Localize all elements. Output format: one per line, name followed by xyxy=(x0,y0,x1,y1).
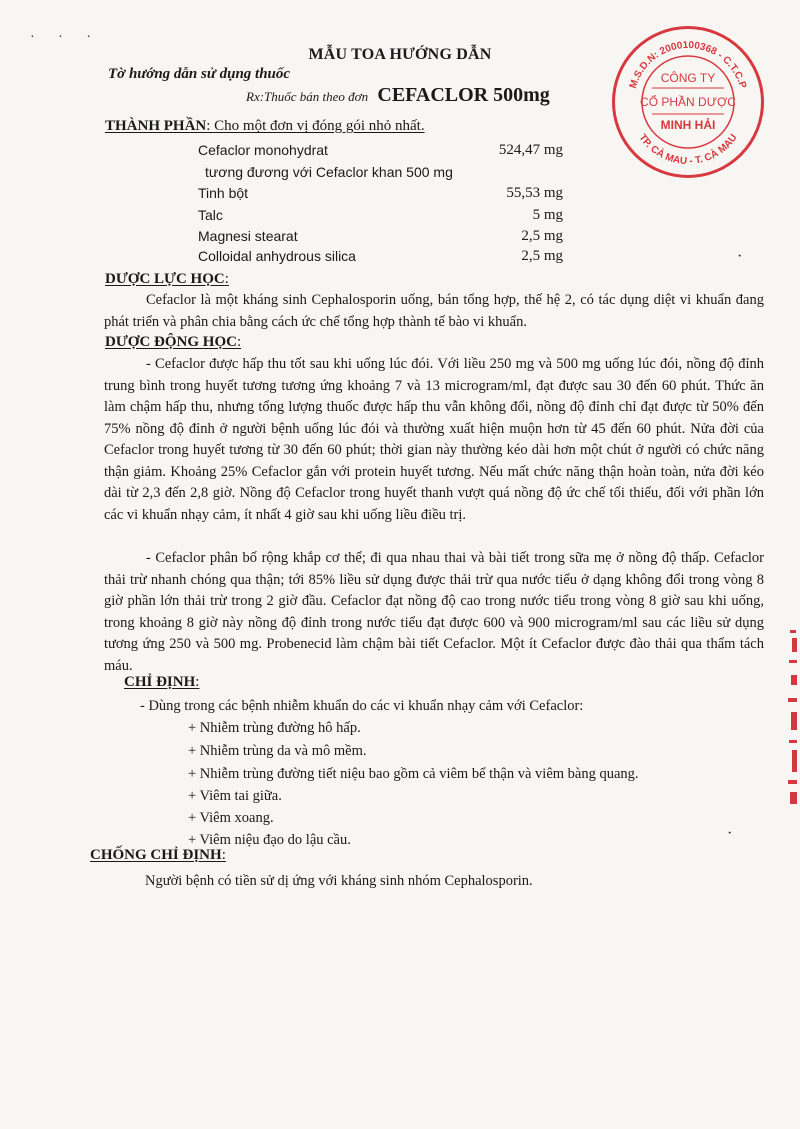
indications-intro: - Dùng trong các bệnh nhiễm khuẩn do các vi khuẩn nhạy cảm với Cefaclor: xyxy=(140,698,584,714)
stray-mark: · xyxy=(737,248,743,265)
product-name: CEFACLOR 500mg xyxy=(377,84,550,106)
composition-row: Colloidal anhydrous silica 2,5 mg xyxy=(198,248,563,264)
indication-item: + Viêm niệu đạo do lậu cầu. xyxy=(188,832,351,848)
stamp-ring-top: M.S.D.N: 2000100368 - C.T.C.P xyxy=(627,39,749,90)
stamp-line-3: MINH HẢI xyxy=(660,118,716,132)
rx-label: Rx:Thuốc bán theo đơn xyxy=(246,89,369,104)
indication-item: + Viêm tai giữa. xyxy=(188,788,282,804)
document-subtitle: Tờ hướng dẫn sử dụng thuốc xyxy=(108,66,291,82)
composition-row: tương đương với Cefaclor khan 500 mg xyxy=(205,164,453,180)
contraindications-text: Người bệnh có tiền sử dị ứng với kháng sinh nhóm Cephalosporin. xyxy=(145,873,533,889)
pharmacodynamics-heading: DƯỢC LỰC HỌC: xyxy=(105,271,229,287)
composition-row: Talc 5 mg xyxy=(198,207,563,223)
indications-heading: CHỈ ĐỊNH: xyxy=(124,674,200,690)
svg-text:TP. CÀ MAU - T. CÀ MAU xyxy=(636,132,739,167)
contraindications-heading: CHỐNG CHỈ ĐỊNH: xyxy=(90,847,226,863)
composition-row: Tinh bột 55,53 mg xyxy=(198,185,563,201)
pharmacokinetics-paragraph-2: - Cefaclor phân bố rộng khắp cơ thể; đi qua nhau thai và bài tiết trong sữa mẹ ở nồng độ thấp. Cefaclor thải trừ nhanh chóng qua thận; tới 85% liều sử dụng được thải trừ qua nước tiểu ở dạng không đổi trong vòng 8 giờ phần lớn thải trừ trong 2 giờ đầu. Cefaclor đạt nồng độ cao trong nước tiểu trong vòng 8 giờ sau khi uống, trong khoảng 8 giờ này nồng độ đỉnh trong nước tiểu đạt được 600 và 900 microgram/ml sau các liều sử dụng tương ứng 250 và 500 mg. Probenecid làm chậm bài tiết Cefaclor. Một ít Cefaclor được đào thải qua thẩm tách máu. xyxy=(104,550,764,674)
pharmacokinetics-paragraph-1: - Cefaclor được hấp thu tốt sau khi uống lúc đói. Với liều 250 mg và 500 mg uống lúc đói, nồng độ đỉnh trung bình trong huyết tương tương ứng khoảng 7 và 13 microgram/ml, đạt được sau 30 đến 60 phút. Thức ăn làm chậm hấp thu, nhưng tổng lượng thuốc được hấp thu vẫn không đổi, nồng độ đỉnh chỉ đạt được từ 50% đến 75% nồng độ đỉnh ở người bệnh uống lúc đói và thường xuất hiện muộn hơn từ 45 đến 60 phút. Nửa đời của Cefaclor trong huyết tương từ 30 đến 60 phút; thời gian này thường kéo dài hơn một chút ở người có chức năng thận giảm. Khoảng 25% Cefaclor gắn với protein huyết tương. Nếu mất chức năng thận hoàn toàn, nửa đời kéo dài từ 2,3 đến 2,8 giờ. Nồng độ Cefaclor trong huyết thanh vượt quá nồng độ ức chế tối thiểu, đối với phần lớn các vi khuẩn nhạy cảm, ít nhất 4 giờ sau khi uống liều điều trị. xyxy=(104,356,764,523)
composition-row: Cefaclor monohydrat 524,47 mg xyxy=(198,142,563,158)
corner-marks: · · · xyxy=(30,30,101,45)
indication-item: + Nhiễm trùng đường hô hấp. xyxy=(188,720,361,736)
document-title: MẪU TOA HƯỚNG DẪN xyxy=(308,46,492,63)
stamp-line-1: CÔNG TY xyxy=(660,71,716,85)
stamp-line-2: CỔ PHẦN DƯỢC xyxy=(640,95,736,109)
stray-mark: · xyxy=(727,825,733,842)
indication-item: + Nhiễm trùng da và mô mềm. xyxy=(188,743,367,759)
composition-heading: THÀNH PHẦN: Cho một đơn vị đóng gói nhỏ nhất. xyxy=(105,118,425,134)
composition-row: Magnesi stearat 2,5 mg xyxy=(198,228,563,244)
pharmacodynamics-text: Cefaclor là một kháng sinh Cephalosporin uống, bán tổng hợp, thế hệ 2, có tác dụng diệt vi khuẩn đang phát triển và phân chia bằng cách ức chế tổng hợp thành tế bào vi khuẩn. xyxy=(104,292,764,330)
pharmacokinetics-heading: DƯỢC ĐỘNG HỌC: xyxy=(105,334,242,350)
indication-item: + Nhiễm trùng đường tiết niệu bao gồm cả viêm bể thận và viêm bàng quang. xyxy=(188,766,639,782)
composition-intro: : Cho một đơn vị đóng gói nhỏ nhất. xyxy=(206,118,425,134)
company-stamp xyxy=(612,26,764,178)
indication-item: + Viêm xoang. xyxy=(188,810,274,826)
margin-stamp-fragment xyxy=(782,620,800,810)
rx-line xyxy=(246,84,550,107)
stamp-ring-bottom: TP. CÀ MAU - T. CÀ MAU xyxy=(636,132,740,168)
